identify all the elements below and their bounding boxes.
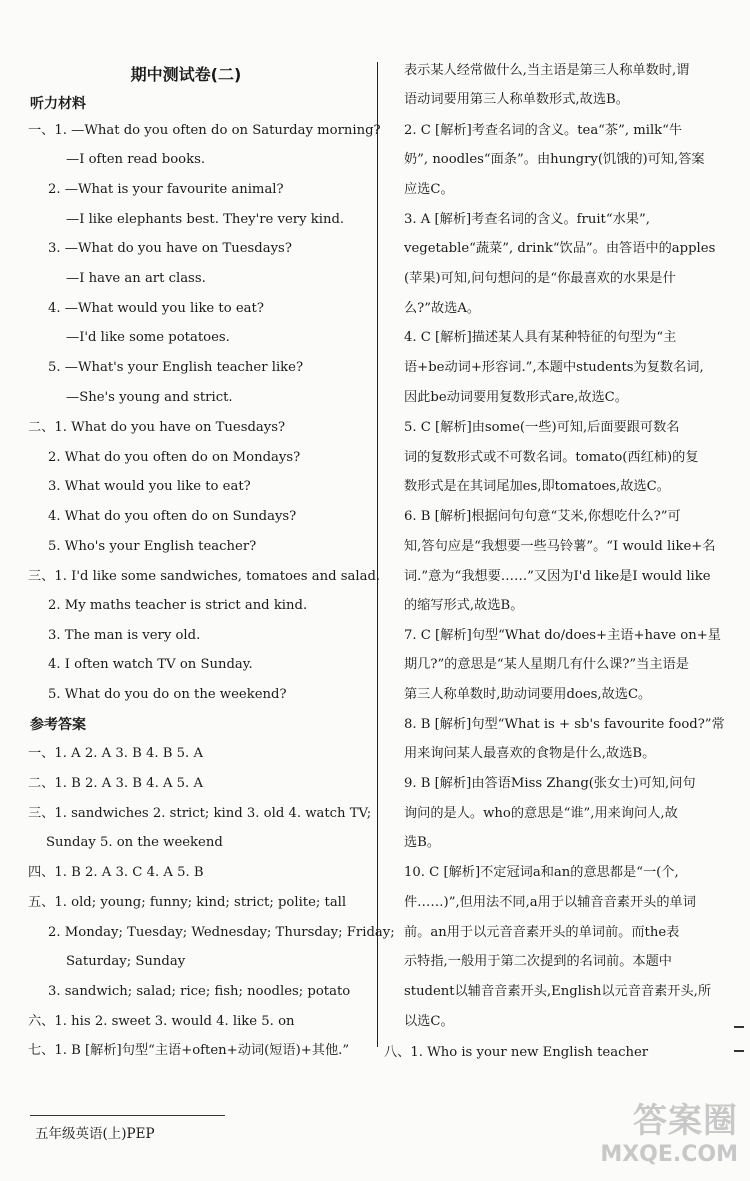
left_col-line: 一、1. —What do you often do on Saturday morning? [28,123,381,138]
left_col-line: 五、1. old; young; funny; kind; strict; polite; tall [28,895,347,910]
left_col-line: 2. My maths teacher is strict and kind. [48,598,308,613]
left_col-line: 2. Monday; Tuesday; Wednesday; Thursday; Friday; [48,925,395,940]
page-title: 期中测试卷(二) [130,65,242,84]
right_col-line: 10. C [解析]不定冠词a和an的意思都是“一(个, [404,865,679,880]
left_col-line: 三、1. I'd like some sandwiches, tomatoes and salad. [28,569,381,584]
left_col-line: Saturday; Sunday [66,954,186,969]
edge-mark [734,1050,744,1052]
left_col-line: 七、1. B [解析]句型“主语+often+动词(短语)+其他.” [28,1043,350,1058]
left_col-line: —I'd like some potatoes. [66,330,230,345]
right_col-line: 第三人称单数时,助动词要用does,故选C。 [404,687,652,702]
right_col-line: 数形式是在其词尾加es,即tomatoes,故选C。 [404,479,670,494]
left_col-line: —I often read books. [66,152,206,167]
right_col-line: vegetable“蔬菜”, drink“饮品”。由答语中的apples [404,241,716,256]
right_col-line: 期几?”的意思是“某人星期几有什么课?”当主语是 [404,657,689,672]
right_col-line: 2. C [解析]考查名词的含义。tea“茶”, milk“牛 [404,123,683,138]
watermark-line1: 答案圈 [633,1101,738,1141]
section-heading: 听力材料 [30,96,86,112]
right_col-line: 询问的是人。who的意思是“谁”,用来询问人,故 [404,806,678,821]
right_col-line: 表示某人经常做什么,当主语是第三人称单数时,谓 [404,63,690,78]
right_col-line: 语动词要用第三人称单数形式,故选B。 [404,92,629,107]
watermark-line2: MXQE.COM [600,1142,738,1167]
left_col-line: 4. —What would you like to eat? [48,301,264,316]
right_col-line: 9. B [解析]由答语Miss Zhang(张女士)可知,问句 [404,776,696,791]
right_col-line: 词的复数形式或不可数名词。tomato(西红柿)的复 [404,450,699,465]
left_col-line: 四、1. B 2. A 3. C 4. A 5. B [28,865,204,880]
right_col-line: 6. B [解析]根据问句句意“艾米,你想吃什么?”可 [404,509,681,524]
right_col-line: 用来询问某人最喜欢的食物是什么,故选B。 [404,746,656,761]
left_col-line: 3. The man is very old. [48,628,201,643]
footer-rule [30,1115,225,1116]
right_col-line: (苹果)可知,问句想问的是“你最喜欢的水果是什 [404,271,676,286]
left_col-line: 六、1. his 2. sweet 3. would 4. like 5. on [28,1014,295,1029]
left_col-line: 一、1. A 2. A 3. B 4. B 5. A [28,746,203,761]
left_col-line: 2. What do you often do on Mondays? [48,450,301,465]
left_col-line: Sunday 5. on the weekend [46,835,223,850]
footer-label: 五年级英语(上)PEP [35,1126,155,1142]
left_col-line: 三、1. sandwiches 2. strict; kind 3. old 4. watch TV; [28,806,372,821]
edge-mark [734,1026,744,1028]
left_col-line: 3. —What do you have on Tuesdays? [48,241,292,256]
left_col-line: 4. What do you often do on Sundays? [48,509,297,524]
right_col-line: 么?”故选A。 [404,301,481,316]
right_col-line: 前。an用于以元音音素开头的单词前。而the表 [404,925,680,940]
right_col-line: 3. A [解析]考查名词的含义。fruit“水果”, [404,212,650,227]
right_col-line: 8. B [解析]句型“What is + sb's favourite food?”常 [404,717,725,732]
left_col-line: —She's young and strict. [66,390,233,405]
section-heading: 参考答案 [30,717,86,733]
right_col-line: 语+be动词+形容词.”,本题中students为复数名词, [404,360,704,375]
right_col-line: 5. C [解析]由some(一些)可知,后面要跟可数名 [404,420,680,435]
left_col-line: 二、1. B 2. A 3. B 4. A 5. A [28,776,203,791]
right_col-line: 选B。 [404,835,441,850]
right_col-line: 示特指,一般用于第二次提到的名词前。本题中 [404,954,672,969]
right_col-line: 因此be动词要用复数形式are,故选C。 [404,390,628,405]
left_col-line: —I have an art class. [66,271,206,286]
column-divider [377,62,378,1047]
watermark [600,1093,738,1167]
right_col-line: 词.”意为“我想要……”又因为I'd like是I would like [404,569,711,584]
left_col-line: 5. Who's your English teacher? [48,539,257,554]
left_col-line: 5. What do you do on the weekend? [48,687,287,702]
right_col-line: 八、1. Who is your new English teacher [384,1045,649,1060]
left_col-line: 4. I often watch TV on Sunday. [48,657,253,672]
right_col-line: 以选C。 [404,1014,454,1029]
right_col-line: student以辅音音素开头,English以元音音素开头,所 [404,984,712,999]
right_col-line: 应选C。 [404,182,454,197]
left_col-line: 3. What would you like to eat? [48,479,251,494]
right_col-line: 4. C [解析]描述某人具有某种特征的句型为“主 [404,330,677,345]
left_col-line: 3. sandwich; salad; rice; fish; noodles; potato [48,984,351,999]
right_col-line: 7. C [解析]句型“What do/does+主语+have on+星 [404,628,721,643]
right_col-line: 的缩写形式,故选B。 [404,598,524,613]
right_col-line: 奶”, noodles“面条”。由hungry(饥饿的)可知,答案 [404,152,705,167]
right_col-line: 件……)”,但用法不同,a用于以辅音音素开头的单词 [404,895,696,910]
left_col-line: 2. —What is your favourite animal? [48,182,284,197]
left_col-line: 5. —What's your English teacher like? [48,360,304,375]
left_col-line: —I like elephants best. They're very kind. [66,212,345,227]
right_col-line: 知,答句应是“我想要一些马铃薯”。“I would like+名 [404,539,716,554]
left_col-line: 二、1. What do you have on Tuesdays? [28,420,286,435]
